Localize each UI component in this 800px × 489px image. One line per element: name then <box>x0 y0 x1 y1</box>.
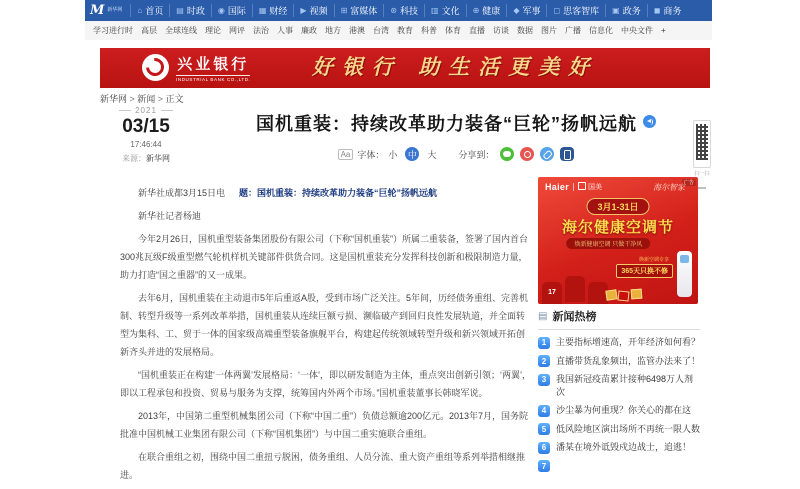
font-size-button[interactable]: 小 <box>388 149 398 160</box>
article-topic: 题：国机重装：持续改革助力装备“巨轮”扬帆远航 <box>239 188 438 198</box>
article-paragraph: 在联合重组之初，围绕中国二重扭亏脱困，债务重组、人员分流、重大资产重组等系列举措相继推进。 <box>120 452 526 480</box>
logo-text: 新华网 <box>107 7 123 13</box>
politics-icon <box>176 6 184 15</box>
thinktank-icon <box>553 6 560 15</box>
news-ranking <box>538 308 700 472</box>
ranking-item[interactable] <box>538 355 700 368</box>
rank-number-badge: 1 <box>538 337 550 349</box>
ranking-item[interactable] <box>538 373 700 398</box>
subnav-link[interactable]: 访谈 <box>493 26 509 35</box>
nav-item[interactable] <box>546 4 605 17</box>
ad-promo-small: 焕新空调专享 <box>638 257 669 263</box>
subnav-link[interactable]: 科普 <box>421 26 437 35</box>
subnav-link[interactable]: 人事 <box>277 26 293 35</box>
rank-item-text: 潘某在境外诋毁戍边战士，追逃！ <box>556 442 692 452</box>
date-block <box>100 106 192 164</box>
nav-item-label: 思客智库 <box>563 6 600 16</box>
article-lead-paragraph <box>120 184 532 202</box>
article-paragraph: 去年6月，国机重装在主动退市5年后重返A股，受到市场广泛关注。5年间，历经债务重组、完善机制、转型升级等一系列改革举措，国机重装从连续巨额亏损、濒临破产到回归良性发展轨道，并全面转型为集科、工、贸于一体的国家级高端重型装备旗舰平台，构建起传统领域转型升级和新兴领域开拓创新齐头并进的发展格局。 <box>120 293 529 357</box>
bank-name: 兴业银行 <box>177 55 250 73</box>
font-label: 字体： <box>357 149 385 160</box>
haier-brand-script: 海尔智家 <box>653 183 685 192</box>
qr-caption: 扫一扫 <box>694 171 710 177</box>
divider <box>698 187 706 189</box>
ad-date-badge: 3月1-31日 <box>586 198 649 215</box>
audio-play-icon[interactable] <box>643 115 656 128</box>
article-toolbar <box>215 147 697 161</box>
wechat-icon[interactable] <box>500 147 514 161</box>
rank-item-text: 我国新冠疫苗累计接种6498万人剂次 <box>556 374 694 397</box>
nav-item-label: 科技 <box>400 6 419 16</box>
client-icon[interactable] <box>560 147 574 161</box>
media-icon <box>341 6 348 15</box>
ranking-item[interactable] <box>538 460 700 473</box>
subnav-link[interactable]: 港澳 <box>349 26 365 35</box>
publish-date: 03/15 <box>122 116 170 137</box>
article-body <box>120 184 532 489</box>
page-title: 国机重装：持续改革助力装备“巨轮”扬帆远航 <box>256 114 637 134</box>
nav-item[interactable] <box>647 4 688 17</box>
subnav-link[interactable]: 理论 <box>205 26 221 35</box>
top-navbar <box>85 0 712 21</box>
nav-item-label: 时政 <box>186 6 205 16</box>
nav-item[interactable] <box>293 4 333 17</box>
subnav-link[interactable]: 全球连线 <box>165 26 197 35</box>
ad-headline: 海尔健康空调节 <box>561 219 674 236</box>
rank-item-text: 直播带货乱象频出，监管办法来了！ <box>556 355 701 366</box>
font-size-button[interactable]: 大 <box>427 149 437 160</box>
nav-item-label: 富媒体 <box>350 6 378 16</box>
weibo-icon[interactable] <box>520 147 534 161</box>
world-icon <box>218 6 225 15</box>
subnav-link[interactable]: 体育 <box>445 26 461 35</box>
subnav-link[interactable]: 学习进行时 <box>93 26 133 35</box>
nav-item[interactable] <box>383 4 424 17</box>
subnav-link[interactable]: 数据 <box>517 26 533 35</box>
logo-mark: M <box>90 3 105 18</box>
ranking-item[interactable] <box>538 336 700 349</box>
article-source: 来源：新华网 <box>122 154 170 163</box>
haier-ad[interactable] <box>538 177 698 304</box>
biz-icon <box>654 6 661 15</box>
rank-number-badge: 3 <box>538 374 550 386</box>
rank-number-badge: 4 <box>538 405 550 417</box>
health-icon <box>473 6 480 15</box>
nav-item[interactable] <box>169 4 211 17</box>
culture-icon <box>431 6 439 15</box>
bank-slogan: 好银行 助生活更美好 <box>312 54 599 79</box>
article-paragraph: 2013年，中国第二重型机械集团公司（下称“中国二重”）负债总额逾200亿元。2013年7月，国务院批准中国机械工业集团有限公司（下称“国机集团”）与中国二重实施联合重组。 <box>120 411 529 439</box>
ranking-item[interactable] <box>538 441 700 454</box>
font-size-button[interactable]: 中 <box>405 147 419 161</box>
subnav-link[interactable]: 信息化 <box>589 26 613 35</box>
qr-code-icon <box>693 120 711 168</box>
nav-item[interactable] <box>211 4 252 17</box>
xinhuanet-logo[interactable] <box>85 0 130 21</box>
nav-item[interactable] <box>130 4 169 17</box>
font-size-buttons <box>384 147 440 161</box>
subnav-link[interactable]: 广播 <box>565 26 581 35</box>
bank-name-block <box>176 53 250 82</box>
subnav-link[interactable]: + <box>661 26 666 35</box>
home-icon <box>137 6 142 15</box>
gift-icon <box>605 289 617 300</box>
rank-item-text: 低风险地区演出场所不再统一限人数 <box>556 423 701 434</box>
publish-year: 2021 <box>100 106 192 115</box>
subnav-link[interactable]: 中央文件 <box>621 26 653 35</box>
nav-item-label: 健康 <box>482 6 501 16</box>
subnav-link[interactable]: 图片 <box>541 26 557 35</box>
qr-widget <box>693 120 711 189</box>
dateline: 新华社成都3月15日电 <box>138 188 226 198</box>
gov-icon <box>612 6 620 15</box>
video-icon <box>300 6 306 15</box>
ranking-items <box>538 336 700 472</box>
industrial-bank-logo-icon <box>142 54 169 81</box>
title-zone <box>215 110 697 161</box>
subnav-link[interactable]: 台湾 <box>373 26 389 35</box>
nav-item-label: 政务 <box>622 6 641 16</box>
gift-icon <box>631 289 643 300</box>
nav-item-label: 财经 <box>269 6 288 16</box>
rank-number-badge: 7 <box>538 460 550 472</box>
rank-number-badge: 5 <box>538 423 550 435</box>
nav-items <box>130 0 687 21</box>
gome-logo: 国美 <box>578 182 602 192</box>
ranking-item[interactable] <box>538 423 700 436</box>
ranking-title: 新闻热榜 <box>552 311 597 323</box>
subnav-link[interactable]: 法治 <box>253 26 269 35</box>
subnav-link[interactable]: 直播 <box>469 26 485 35</box>
nav-item-label: 文化 <box>441 6 460 16</box>
rank-item-text: 沙尘暴为何重现？你关心的都在这 <box>556 405 692 415</box>
subnav-link[interactable]: 高层 <box>141 26 157 35</box>
article-header <box>85 104 712 180</box>
haier-logo: Haier <box>545 182 570 192</box>
subnav-link[interactable]: 地方 <box>325 26 341 35</box>
article-paragraph: “国机重装正在构建‘一体两翼’发展格局：‘一体’，即以研发制造为主体，重点突出创新引领；‘两翼’，即以工程承包和投资、贸易与服务为支撑，统筹国内外两个市场。”国机重装董事长韩晓军说。 <box>120 370 531 398</box>
ranking-header <box>538 308 700 330</box>
rank-number-badge: 2 <box>538 355 550 367</box>
rank-number-badge: 6 <box>538 442 550 454</box>
ad-tag: 广告 <box>683 180 694 186</box>
nav-item[interactable] <box>506 4 546 17</box>
gift-icon <box>618 290 630 301</box>
breadcrumb-link[interactable]: 新华网 > <box>100 92 137 105</box>
nav-item[interactable] <box>334 4 384 17</box>
ranking-item[interactable] <box>538 404 700 417</box>
ad-person <box>565 275 585 302</box>
nav-item-label: 国际 <box>227 6 246 16</box>
bank-name-en: INDUSTRIAL BANK CO.,LTD. <box>176 77 251 82</box>
nav-item[interactable] <box>605 4 647 17</box>
nav-item-label: 视频 <box>309 6 328 16</box>
article-paragraph: 今年2月26日，国机重型装备集团股份有限公司（下称“国机重装”）所属二重装备，签署了国内首台300兆瓦级F级重型燃气轮机样机关键部件供货合同。这是国机重装充分发挥科技创新和极限制造力量，助力打造“国之重器”的又一成果。 <box>120 234 529 280</box>
gome-icon <box>578 182 586 190</box>
air-conditioner-image <box>677 251 692 297</box>
tech-icon <box>390 6 397 15</box>
finance-icon <box>259 6 267 15</box>
share-icons <box>494 147 574 161</box>
bank-ad-banner[interactable] <box>100 48 710 88</box>
ad-subline: 焕新健康空调 只做干净风 <box>567 238 651 249</box>
nav-item[interactable] <box>252 4 294 17</box>
nav-item-label: 商务 <box>663 6 682 16</box>
nav-item[interactable] <box>424 4 466 17</box>
share-label: 分享到： <box>458 149 495 160</box>
nav-item-label: 军事 <box>522 6 541 16</box>
news-list-icon: ▤ <box>538 310 548 322</box>
rank-item-text: 主要指标增速高，开年经济如何看？ <box>556 337 701 347</box>
breadcrumb-link[interactable]: 正文 <box>165 94 184 104</box>
publish-time: 17:46:44 <box>130 140 162 149</box>
nav-item-label: 首页 <box>145 6 164 16</box>
subnav-link[interactable]: 教育 <box>397 26 413 35</box>
breadcrumb-link[interactable]: 新闻 > <box>137 92 165 105</box>
nav-item[interactable] <box>466 4 507 17</box>
article-paragraph: 新华社记者杨迪 <box>138 211 202 221</box>
ad-promo: 365天只换不修 <box>616 264 673 278</box>
sub-navbar <box>85 21 712 40</box>
font-size-icon: Aa <box>338 149 354 160</box>
article-paragraphs <box>120 207 532 484</box>
link-icon[interactable] <box>540 147 554 161</box>
ad-person: 17 <box>542 281 562 304</box>
military-icon <box>513 6 519 15</box>
subnav-link[interactable]: 网评 <box>229 26 245 35</box>
subnav-link[interactable]: 廉政 <box>301 26 317 35</box>
